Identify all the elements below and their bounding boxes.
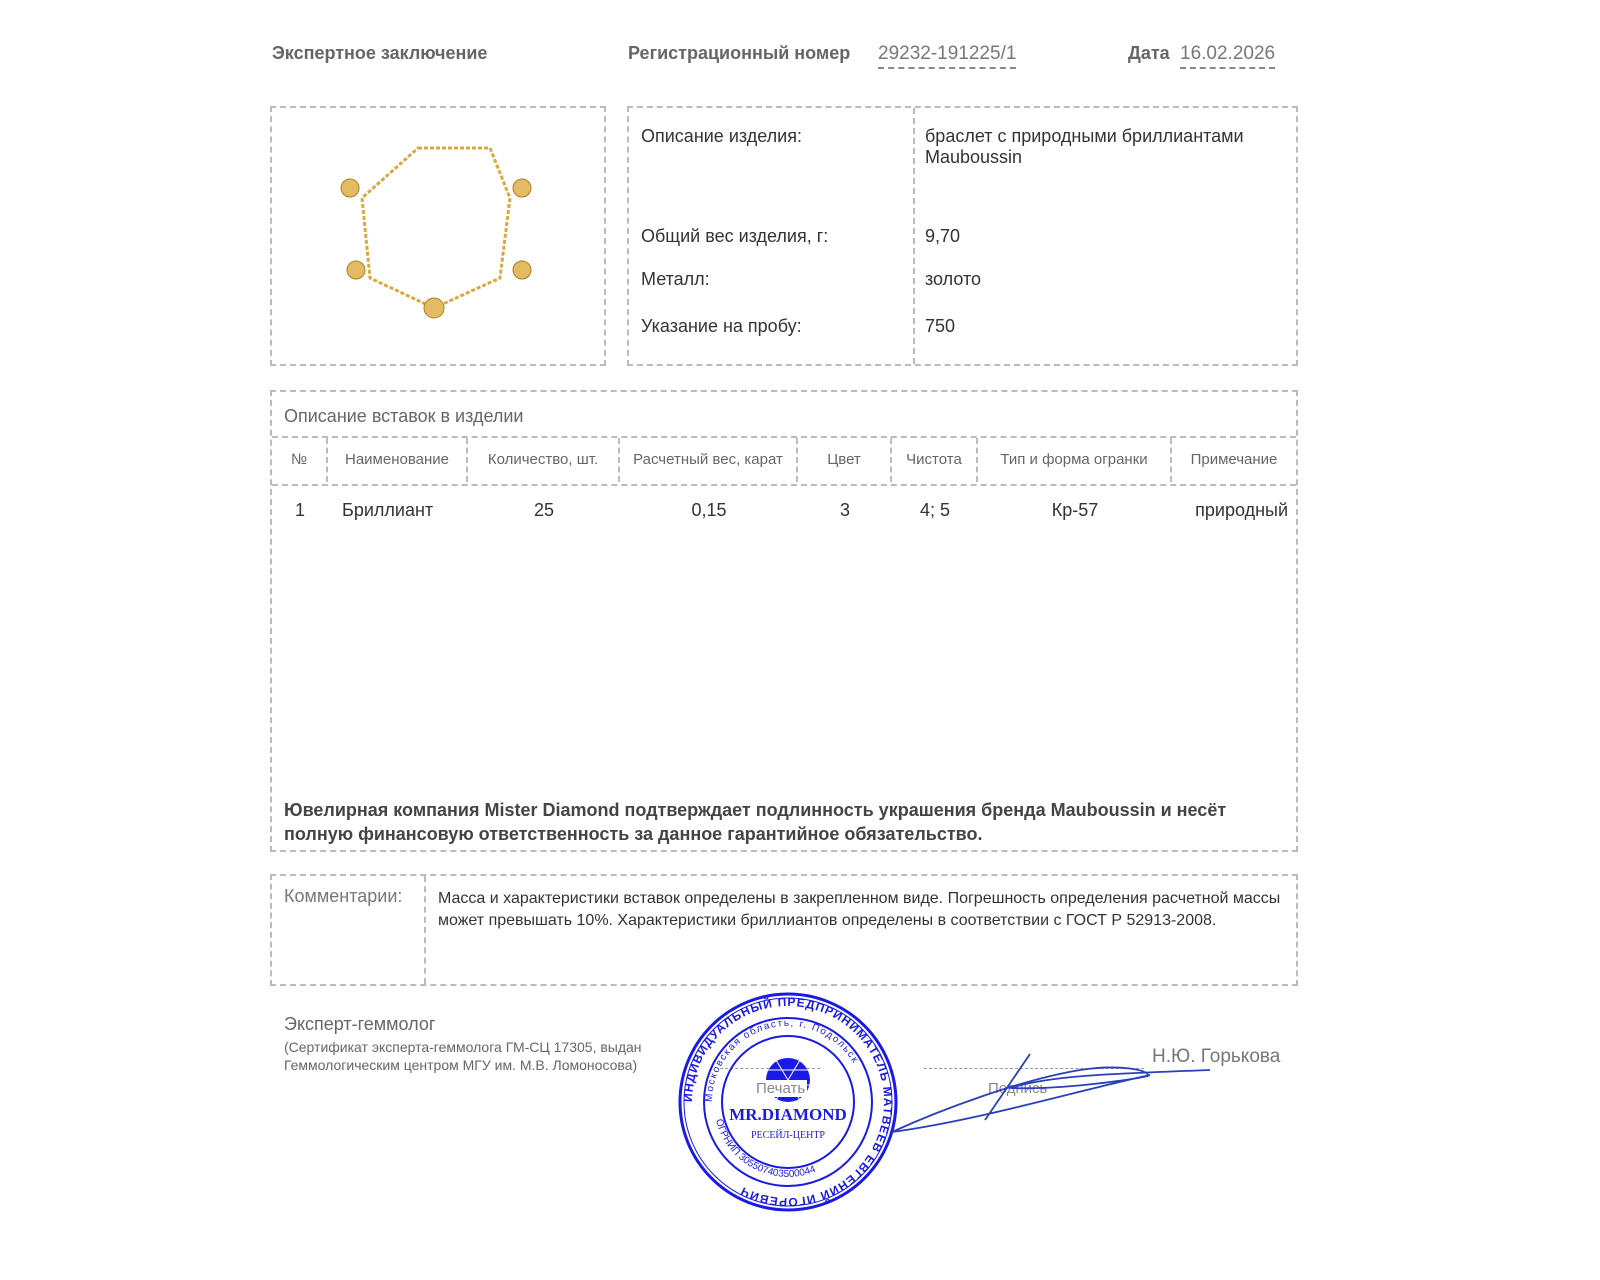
stamp-ogrn: ОГРНИП 305507403500044 [713, 1117, 818, 1180]
col-color: Цвет [798, 438, 892, 482]
comments-section [270, 874, 1298, 986]
metal-value: золото [925, 269, 982, 289]
cell-weight: 0,15 [691, 500, 727, 520]
table-header [272, 436, 1296, 486]
item-info [627, 106, 1298, 366]
inserts-section [270, 390, 1298, 852]
comments-label: Комментарии: [284, 886, 403, 906]
expert-name: Н.Ю. Горькова [1152, 1046, 1281, 1067]
reg-label: Регистрационный номер [628, 43, 851, 63]
doc-title: Экспертное заключение [272, 43, 488, 63]
col-weight: Расчетный вес, карат [620, 438, 798, 482]
inserts-title: Описание вставок в изделии [284, 406, 524, 426]
cell-cut: Кр-57 [1051, 500, 1099, 520]
weight-label: Общий вес изделия, г: [641, 226, 829, 246]
signature-label: Подпись [988, 1080, 1048, 1097]
comments-text: Масса и характеристики вставок определены в закрепленном виде. Погрешность определения расчетной массы может превышать 10%. Характеристики бриллиантов определены в соответствии с ГОСТ Р 52913-2008. [438, 890, 1281, 929]
cell-name: Бриллиант [342, 500, 434, 520]
weight-value: 9,70 [925, 226, 961, 246]
signature [880, 1050, 1220, 1140]
col-note: Примечание [1190, 451, 1278, 468]
stamp-inner-text: Московская область, г. Подольск [703, 1017, 861, 1103]
col-cut: Тип и форма огранки [978, 438, 1172, 482]
cell-number: 1 [294, 500, 305, 520]
hallmark-value: 750 [925, 316, 956, 336]
description-value: браслет с природными бриллиантами Mauboussin [925, 126, 1244, 167]
metal-label: Металл: [641, 269, 710, 289]
col-clarity: Чистота [892, 438, 978, 482]
stamp-label: Печать [756, 1080, 806, 1097]
col-number: № [272, 438, 328, 482]
reg-value: 29232-191225/1 [878, 43, 1016, 69]
description-label: Описание изделия: [641, 126, 802, 146]
bracelet-image [272, 108, 604, 364]
hallmark-label: Указание на пробу: [641, 316, 802, 336]
cell-clarity: 4; 5 [919, 500, 951, 520]
col-name: Наименование [328, 438, 468, 482]
cell-color: 3 [839, 500, 850, 520]
date-label: Дата [1128, 43, 1170, 63]
stamp-sub: РЕСЕЙЛ-ЦЕНТР [750, 1130, 826, 1141]
stamp-outer-text: ИНДИВИДУАЛЬНЫЙ ПРЕДПРИНИМАТЕЛЬ МАТВЕЕВ ЕВГЕНИЙ ИГОРЕВИЧ [680, 994, 896, 1210]
company-stamp [676, 990, 900, 1214]
cell-quantity: 25 [533, 500, 555, 520]
stamp-brand: MR.DIAMOND [729, 1105, 847, 1124]
product-photo [270, 106, 606, 366]
col-quantity: Количество, шт. [468, 438, 620, 482]
expert-title: Эксперт-геммолог [284, 1014, 436, 1034]
expert-details: (Сертификат эксперта-геммолога ГМ-СЦ 17305, выдан Геммологическим центром МГУ им. М.В. Ломоносова) [284, 1039, 642, 1073]
date-value: 16.02.2026 [1180, 43, 1275, 69]
cell-note: природный [1195, 500, 1288, 520]
guarantee-text: Ювелирная компания Mister Diamond подтверждает подлинность украшения бренда Mauboussin и несёт полную финансовую ответственность за данное гарантийное обязательство. [284, 800, 1227, 844]
svg-text:ОГРНИП 305507403500044 [713, 1118, 818, 1180]
